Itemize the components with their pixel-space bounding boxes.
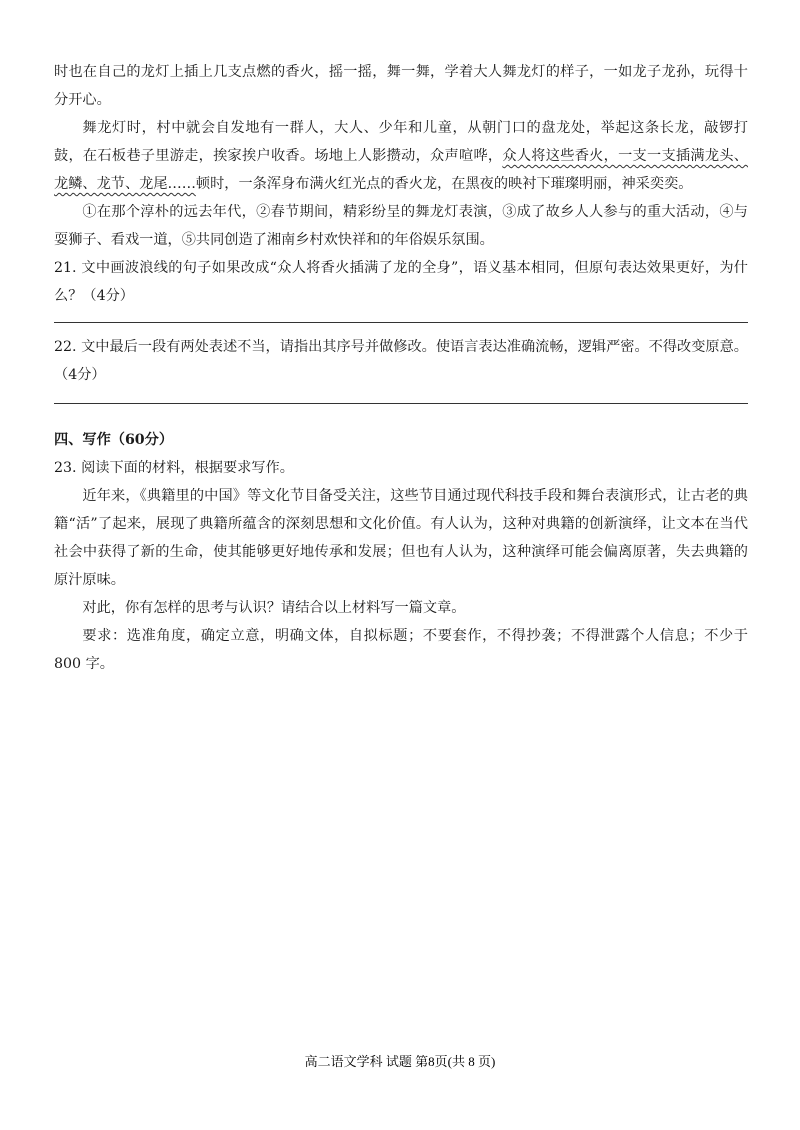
page-footer: 高二语文学科 试题 第8页(共 8 页) [304, 1054, 496, 1069]
passage-paragraph-2 [54, 114, 748, 198]
section-title-writing: 四、写作（60分） [54, 432, 174, 448]
passage-paragraph-1: 时也在自己的龙灯上插上几支点燃的香火，摇一摇，舞一舞，学着大人舞龙灯的样子，一如龙子龙孙，玩得十分开心。 [54, 64, 748, 108]
passage-paragraph-3: ①在那个淳朴的远去年代，②春节期间，精彩纷呈的舞龙灯表演，③成了故乡人人参与的重大活动，④与耍狮子、看戏一道，⑤共同创造了湘南乡村欢快祥和的年俗娱乐氛围。 [54, 204, 748, 248]
passage-paragraph-2-end: 顿时，一条浑身布满火红光点的香火龙，在黑夜的映衬下璀璨明丽，神采奕奕。 [195, 176, 693, 192]
answer-line-22[interactable] [54, 403, 748, 404]
wavy-underlined-sentence: 众人将这些香火，一支一支插满龙头、龙鳞、龙节、龙尾…… [54, 148, 748, 192]
question-22: 22. 文中最后一段有两处表述不当，请指出其序号并做修改。使语言表达准确流畅，逻辑严密。不得改变原意。（4分） [54, 339, 748, 383]
writing-material: 近年来，《典籍里的中国》等文化节目备受关注，这些节目通过现代科技手段和舞台表演形式，让古老的典籍“活”了起来，展现了典籍所蕴含的深刻思想和文化价值。有人认为，这种对典籍的创新演绎，让文本在当代社会中获得了新的生命，使其能够更好地传承和发展；但也有人认为，这种演绎可能会偏离原著，失去典籍的原汁原味。 [54, 488, 748, 588]
question-21: 21. 文中画波浪线的句子如果改成“众人将香火插满了龙的全身”，语义基本相同，但原句表达效果更好，为什么？（4分） [54, 260, 748, 304]
writing-prompt: 对此，你有怎样的思考与认识？请结合以上材料写一篇文章。 [82, 600, 466, 616]
passage-paragraph-2-start: 舞龙灯时，村中就会自发地有一群人，大人、少年和儿童，从朝门口的盘龙处，举起这条长龙，敲锣打鼓，在石板巷子里游走，挨家挨户收香。场地上人影攒动，众声喧哗， [54, 120, 748, 164]
writing-requirements: 要求：选准角度，确定立意，明确文体，自拟标题；不要套作，不得抄袭；不得泄露个人信息；不少于 800 字。 [54, 628, 748, 672]
question-23: 23. 阅读下面的材料，根据要求写作。 [54, 460, 294, 476]
answer-line-21[interactable] [54, 322, 748, 323]
